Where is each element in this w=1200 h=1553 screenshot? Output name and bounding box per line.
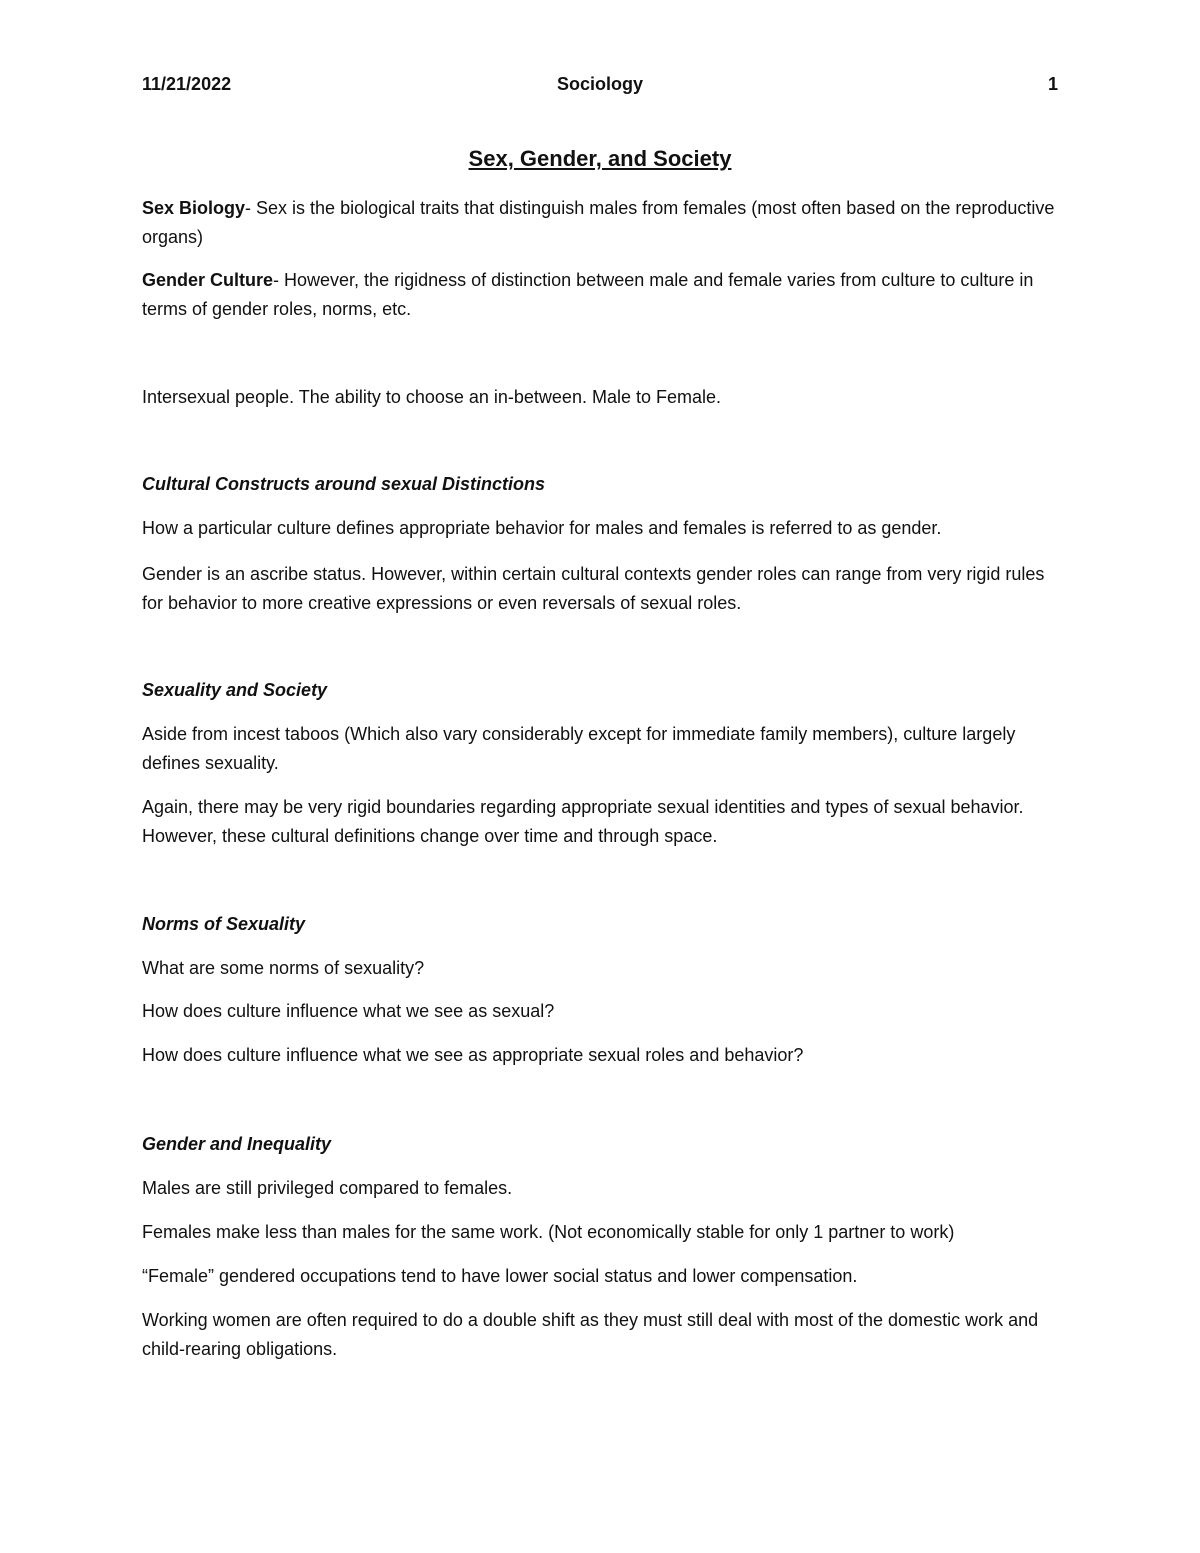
section-paragraph: What are some norms of sexuality? — [142, 958, 425, 978]
definition-term: Sex Biology — [142, 198, 246, 218]
document-title: Sex, Gender, and Society — [468, 146, 732, 171]
section-paragraph: Again, there may be very rigid boundaries regarding appropriate sexual identities and types of sexual behavior. However, these cultural definitions change over time and through space. — [142, 797, 1024, 846]
header-date: 11/21/2022 — [142, 74, 232, 94]
definition-sex — [142, 194, 1058, 252]
section-heading: Sexuality and Society — [142, 680, 328, 700]
section-paragraph: Working women are often required to do a double shift as they must still deal with most of the domestic work and child-rearing obligations. — [142, 1310, 1039, 1359]
definition-text: - Sex is the biological traits that distinguish males from females (most often based on the reproductive organs) — [142, 198, 1055, 247]
header-page-number: 1 — [1047, 74, 1058, 94]
section-heading: Cultural Constructs around sexual Distinctions — [142, 474, 546, 494]
definition-gender — [142, 266, 1058, 324]
definition-text: - However, the rigidness of distinction between male and female varies from culture to culture in terms of gender roles, norms, etc. — [142, 270, 1034, 319]
section-paragraph: Females make less than males for the same work. (Not economically stable for only 1 partner to work) — [142, 1222, 955, 1242]
definition-term: Gender Culture — [142, 270, 274, 290]
section-paragraph: How does culture influence what we see as appropriate sexual roles and behavior? — [142, 1045, 804, 1065]
section-paragraph: Males are still privileged compared to females. — [142, 1178, 513, 1198]
header-course: Sociology — [556, 74, 643, 94]
section-paragraph: Aside from incest taboos (Which also vary considerably except for immediate family members), culture largely defines sexuality. — [142, 724, 1016, 773]
section-heading: Gender and Inequality — [142, 1134, 332, 1154]
section-paragraph: Gender is an ascribe status. However, within certain cultural contexts gender roles can range from very rigid rules for behavior to more creative expressions or even reversals of sexual roles. — [142, 564, 1045, 613]
section-paragraph: How does culture influence what we see as sexual? — [142, 1001, 555, 1021]
section-paragraph: How a particular culture defines appropriate behavior for males and females is referred to as gender. — [142, 518, 942, 538]
page-header — [142, 74, 1058, 102]
section-heading: Norms of Sexuality — [142, 914, 306, 934]
intersex-note: Intersexual people. The ability to choose an in-between. Male to Female. — [142, 387, 722, 407]
section-paragraph: “Female” gendered occupations tend to have lower social status and lower compensation. — [142, 1266, 858, 1286]
